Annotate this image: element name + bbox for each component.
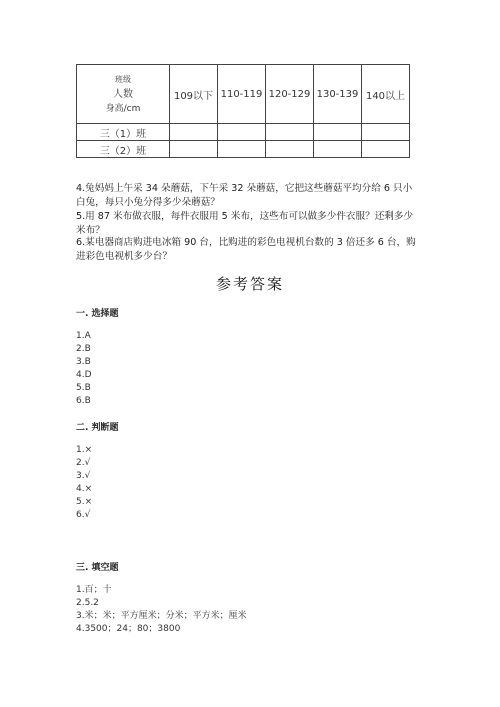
question-line: 6.某电器商店购进电冰箱 90 台，比购进的彩色电视机台数的 3 倍还多 6 台，购 [76,237,416,248]
table-cell [170,141,218,158]
answer-item: 2.√ [76,458,91,468]
answer-list [76,330,92,408]
answer-list [76,444,92,522]
row-label: 三（2）班 [77,141,170,158]
answer-item: 1.× [76,445,93,455]
table-cell [314,124,362,141]
table-cell [362,124,410,141]
question-line: 进彩色电视机多少台？ [76,251,172,262]
column-header: 120-129 [266,65,314,124]
question-line: 4.兔妈妈上午采 34 朵蘑菇，下午采 32 朵蘑菇，它把这些蘑菇平均分给 6 只小 [76,183,413,194]
section-heading: 二. 判断题 [76,423,119,433]
answer-item: 4.D [76,370,92,380]
row-label: 三（1）班 [77,124,170,141]
answer-item: 2.5.2 [76,598,99,608]
answer-item: 1.百；十 [76,585,112,595]
header-height-label: 身高/cm [105,103,141,114]
table-cell [218,124,266,141]
table-cell [266,124,314,141]
table-cell [314,141,362,158]
column-header: 109以下 [170,65,218,124]
header-count-label: 人数 [113,88,133,100]
height-table [76,64,410,158]
table-cell [362,141,410,158]
answer-item: 3.√ [76,471,91,481]
table-row [77,124,410,141]
answer-item: 5.B [76,383,91,393]
answer-item: 2.B [76,344,91,354]
table-header-row [77,65,410,124]
answer-list [76,584,247,636]
answer-item: 3.米；米；平方厘米；分米；平方米；厘米 [76,611,247,621]
column-header: 130-139 [314,65,362,124]
question-line: 5.用 87 米布做衣服，每件衣服用 5 米布，这些布可以做多少件衣服？还剩多少 [76,211,414,222]
section-heading: 一. 选择题 [76,309,119,319]
table-cell [218,141,266,158]
table-cell [170,124,218,141]
answer-item: 4.3500；24；80；3800 [76,624,181,634]
question-line: 米布？ [76,225,105,236]
header-class-label: 班级 [115,74,131,84]
table-diagonal-header [77,65,170,124]
answer-title: 参考答案 [215,275,284,293]
answer-item: 5.× [76,497,93,507]
question-line: 白兔，每只小兔分得多少朵蘑菇？ [76,197,220,208]
answer-item: 6.√ [76,510,91,520]
section-heading: 三. 填空题 [76,563,119,573]
table-cell [266,141,314,158]
answer-item: 1.A [76,331,91,341]
column-header: 140以上 [362,65,410,124]
answer-item: 3.B [76,357,91,367]
answer-item: 6.B [76,396,91,406]
answer-item: 4.× [76,484,93,494]
column-header: 110-119 [218,65,266,124]
table-row [77,141,410,158]
